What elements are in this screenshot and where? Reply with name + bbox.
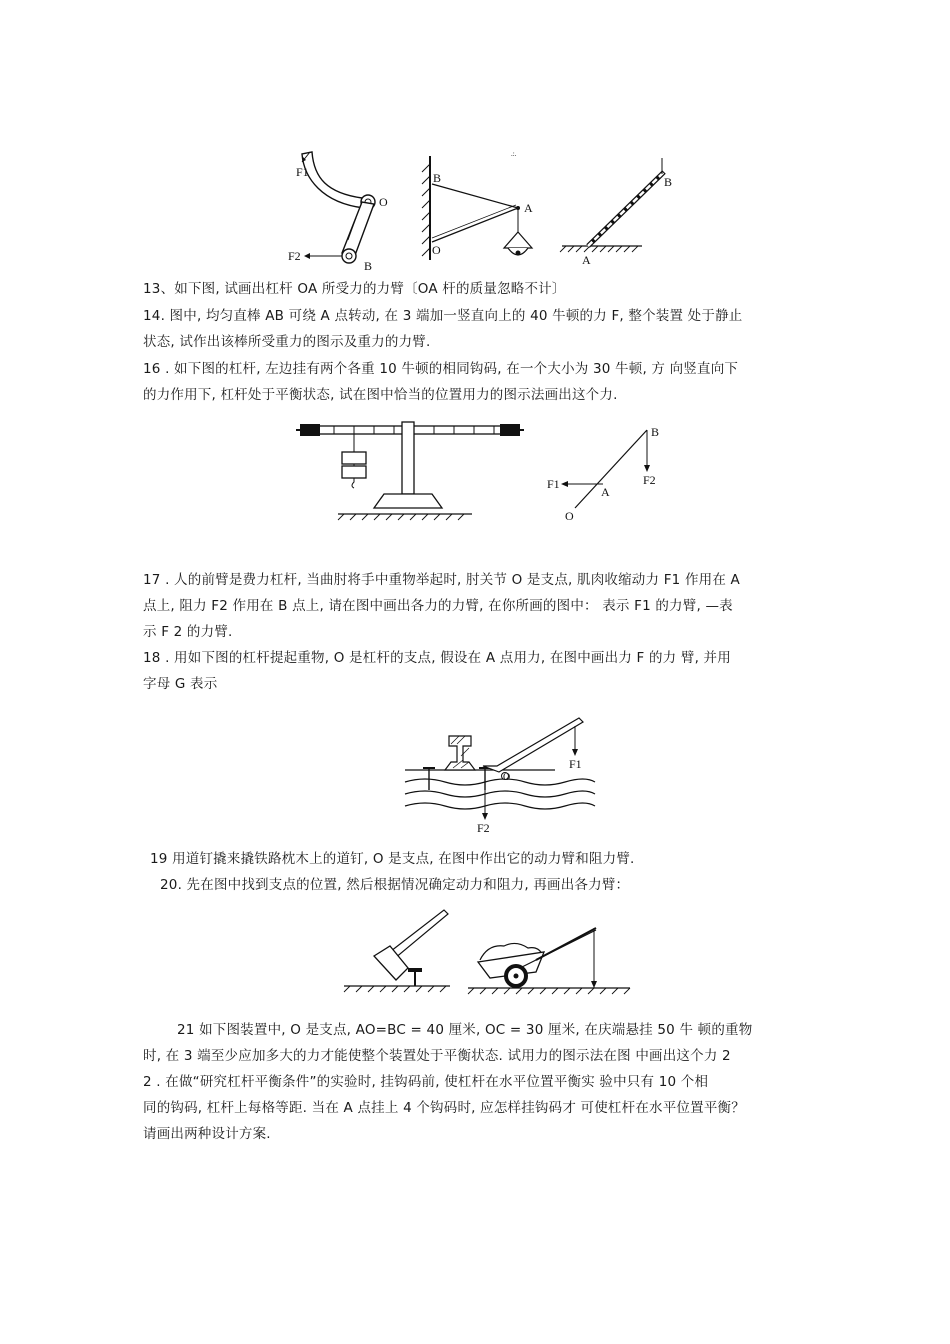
question-19-text: 19 用道钉撬来撬铁路枕木上的道钉, O 是支点, 在图中作出它的动力臂和阻力臂. [150,851,635,867]
rope-ba [432,184,518,208]
curved-arm [302,152,364,208]
wheelbarrow-frame [520,930,596,968]
support-base [374,494,442,508]
figure-13-crank-lever [282,148,392,273]
crowbar [483,718,583,772]
label-b: B [364,259,373,273]
question-20-text: 20. 先在图中找到支点的位置, 然后根据情况确定动力和阻力, 再画出各力臂： [160,877,630,893]
question-13 [143,276,566,302]
label-o: O [432,243,441,257]
label-a: A [601,485,610,499]
svg-text:.:.: .:. [511,150,517,158]
right-nut [500,424,520,436]
label-o: O [379,195,388,209]
label-f1: F1 [296,165,309,179]
question-17-line3: 示 F 2 的力臂. [143,624,233,640]
label-f2: F2 [643,473,656,487]
figure-16-balance-lever [296,418,530,522]
hanging-weight [504,232,532,248]
question-17 [143,567,740,645]
question-21-line3: 2 . 在做“研究杠杆平衡条件”的实验时, 挂钩码前, 使杠杆在水平位置平衡实 验中只有 10 个相 [143,1074,709,1090]
left-nut [300,424,320,436]
label-f2: F2 [477,821,490,835]
question-21-line4: 同的钩码, 杠杆上每格等距. 当在 A 点挂上 4 个钩码时, 应怎样挂钩码才 可使杠杆在水平位置平衡？ [143,1100,745,1116]
label-f1: F1 [569,757,582,771]
question-17-line2: 点上, 阻力 F2 作用在 B 点上, 请在图中画出各力的力臂, 在你所画的图中： 表示 F1 的力臂, —表 [143,598,733,614]
question-18 [143,645,731,697]
question-14-line1: 14. 图中, 均匀直棒 AB 可绕 A 点转动, 在 3 端加一竖直向上的 40 牛顿的力 F, 整个装置 处于静止 [143,308,743,324]
question-21-line5: 请画出两种设计方案. [143,1126,271,1142]
question-21 [143,1017,752,1147]
ground-wave-1 [405,779,595,785]
hook-weight-1 [342,452,366,464]
support-pillar [402,422,414,494]
rod-oa [432,208,518,242]
label-o: O [503,772,511,783]
label-f2: F2 [288,249,301,263]
figure-14-rod-ab [558,150,673,268]
figure-19-spike-lever [405,716,595,838]
label-b: B [433,171,442,185]
question-14 [143,303,742,355]
figure-17-forearm-lever [545,422,670,522]
question-18-line2: 字母 G 表示 [143,676,218,692]
question-16-line2: 的力作用下, 杠杆处于平衡状态, 试在图中恰当的位置用力的图示法画出这个力. [143,387,618,403]
figure-20-hammer-and-wheelbarrow [340,906,630,996]
question-16 [143,356,738,408]
question-21-line1: 21 如下图装置中, O 是支点, AO=BC = 40 厘米, OC = 30 厘米, 在庆端悬挂 50 牛 顿的重物 [177,1022,753,1038]
hook-weight-2 [342,466,366,478]
label-a: A [524,201,533,215]
label-b: B [664,175,673,189]
lever-ob [575,430,647,508]
question-16-line1: 16 . 如下图的杠杆, 左边挂有两个各重 10 牛顿的相同钩码, 在一个大小为 30 牛顿, 方 向竖直向下 [143,361,739,377]
figure-wall-bracket [418,150,543,270]
question-18-line1: 18 . 用如下图的杠杆提起重物, O 是杠杆的支点, 假设在 A 点用力, 在图中画出力 F 的力 臂, 并用 [143,650,731,666]
question-13-text: 13、如下图, 试画出杠杆 OA 所受力的力臂〔OA 杆的质量忽略不计〕 [143,281,566,297]
nail-head [408,968,422,972]
question-21-line2: 时, 在 3 端至少应加多大的力才能使整个装置处于平衡状态. 试用力的图示法在图 中画出这个力 2 [143,1048,731,1064]
label-f1: F1 [547,477,560,491]
question-14-line2: 状态, 试作出该棒所受重力的图示及重力的力臂. [143,334,431,350]
ground-wave-2 [405,791,595,797]
question-19 [150,846,635,872]
ground-wave-3 [405,803,595,809]
label-b: B [651,425,660,439]
question-20 [160,872,629,898]
question-17-line1: 17 . 人的前臂是费力杠杆, 当曲肘将手中重物举起时, 肘关节 O 是支点, 肌肉收缩动力 F1 作用在 A [143,572,740,588]
label-o: O [565,509,574,523]
label-a: A [582,253,591,267]
